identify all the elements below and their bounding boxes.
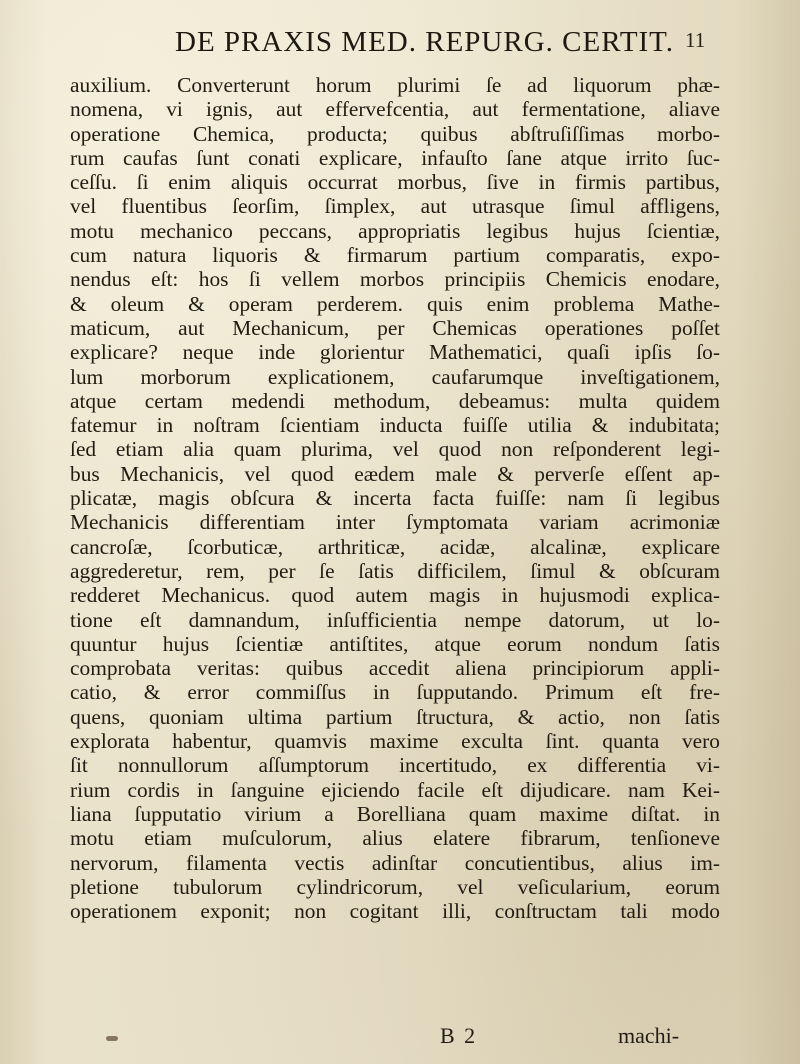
text-line: vel fluentibus ſeorſim, ſimplex, aut utrasque ſimul affligens, [70,194,720,219]
body-text [70,73,720,923]
text-line: Mechanicis differentiam inter ſymptomata variam acrimoniæ [70,510,720,535]
text-line: plicatæ, magis obſcura & incerta facta fuiſſe: nam ſi legibus [70,486,720,511]
text-line: maticum, aut Mechanicum, per Chemicas operationes poſſet [70,315,720,340]
text-line: operationem exponit; non cogitant illi, conſtructam tali modo [70,899,720,924]
text-line: motu etiam muſculorum, alius elatere fibrarum, tenſioneve [70,826,720,851]
ink-blot [106,1036,118,1041]
text-line: atque certam medendi methodum, debeamus: multa quidem [70,388,720,413]
page-number: 11 [685,28,706,52]
text-line: quuntur hujus ſcientiæ antiſtites, atque eorum nondum ſatis [70,631,720,656]
text-line: rum caufas ſunt conati explicare, infauſto ſane atque irrito ſuc- [70,145,720,170]
text-line: cancroſæ, ſcorbuticæ, arthriticæ, acidæ, alcalinæ, explicare [70,534,720,559]
text-line: redderet Mechanicus. quod autem magis in hujusmodi explica- [70,583,720,608]
text-line: rium cordis in ſanguine ejiciendo facile eſt dijudicare. nam Kei- [70,777,720,802]
text-line: pletione tubulorum cylindricorum, vel veſicularium, eorum [70,874,720,899]
text-line: operatione Chemica, producta; quibus abſtruſiſſimas morbo- [70,121,720,146]
page-header [0,18,800,58]
text-line: quens, quoniam ultima partium ſtructura, & actio, non ſatis [70,704,720,729]
text-line: explicare? neque inde glorientur Mathematici, quaſi ipſis ſo- [70,340,720,365]
text-line: lum morborum explicationem, caufarumque inveſtigationem, [70,364,720,389]
text-line: catio, & error commiſſus in ſupputando. Primum eſt fre- [70,680,720,705]
text-line: & oleum & operam perderem. quis enim problema Mathe- [70,291,720,316]
running-title: DE PRAXIS MED. REPURG. CERTIT. [175,26,674,58]
text-line: ceſſu. ſi enim aliquis occurrat morbus, ſive in firmis partibus, [70,170,720,195]
text-line: ſit nonnullorum aſſumptorum incertitudo, ex differentia vi- [70,753,720,778]
text-line: motu mechanico peccans, appropriatis legibus hujus ſcientiæ, [70,218,720,243]
text-line: comprobata veritas: quibus accedit aliena principiorum appli- [70,656,720,681]
text-line: ſed etiam alia quam plurima, vel quod non reſponderent legi- [70,437,720,462]
text-line: nomena, vi ignis, aut effervefcentia, aut fermentatione, aliave [70,97,720,122]
catchword: machi- [618,1023,680,1048]
text-line: nendus eſt: hos ſi vellem morbos principiis Chemicis enodare, [70,267,720,292]
text-line: liana ſupputatio virium a Borelliana quam maxime diſtat. in [70,801,720,826]
text-line: nervorum, filamenta vectis adinſtar concutientibus, alius im- [70,850,720,875]
text-line: aggrederetur, rem, per ſe ſatis difficilem, ſimul & obſcuram [70,558,720,583]
text-line: bus Mechanicis, vel quod eædem male & perverſe eſſent ap- [70,461,720,486]
text-line: fatemur in noſtram ſcientiam inducta fuiſſe utilia & indubitata; [70,413,720,438]
text-line: tione eſt damnandum, inſufficientia nempe datorum, ut lo- [70,607,720,632]
text-line: explorata habentur, quamvis maxime exculta ſint. quanta vero [70,729,720,754]
text-line: auxilium. Converterunt horum plurimi ſe ad liquorum phæ- [70,73,720,97]
signature-mark: B 2 [440,1023,478,1048]
text-line: cum natura liquoris & firmarum partium comparatis, expo- [70,243,720,268]
page-footer [0,1023,800,1053]
